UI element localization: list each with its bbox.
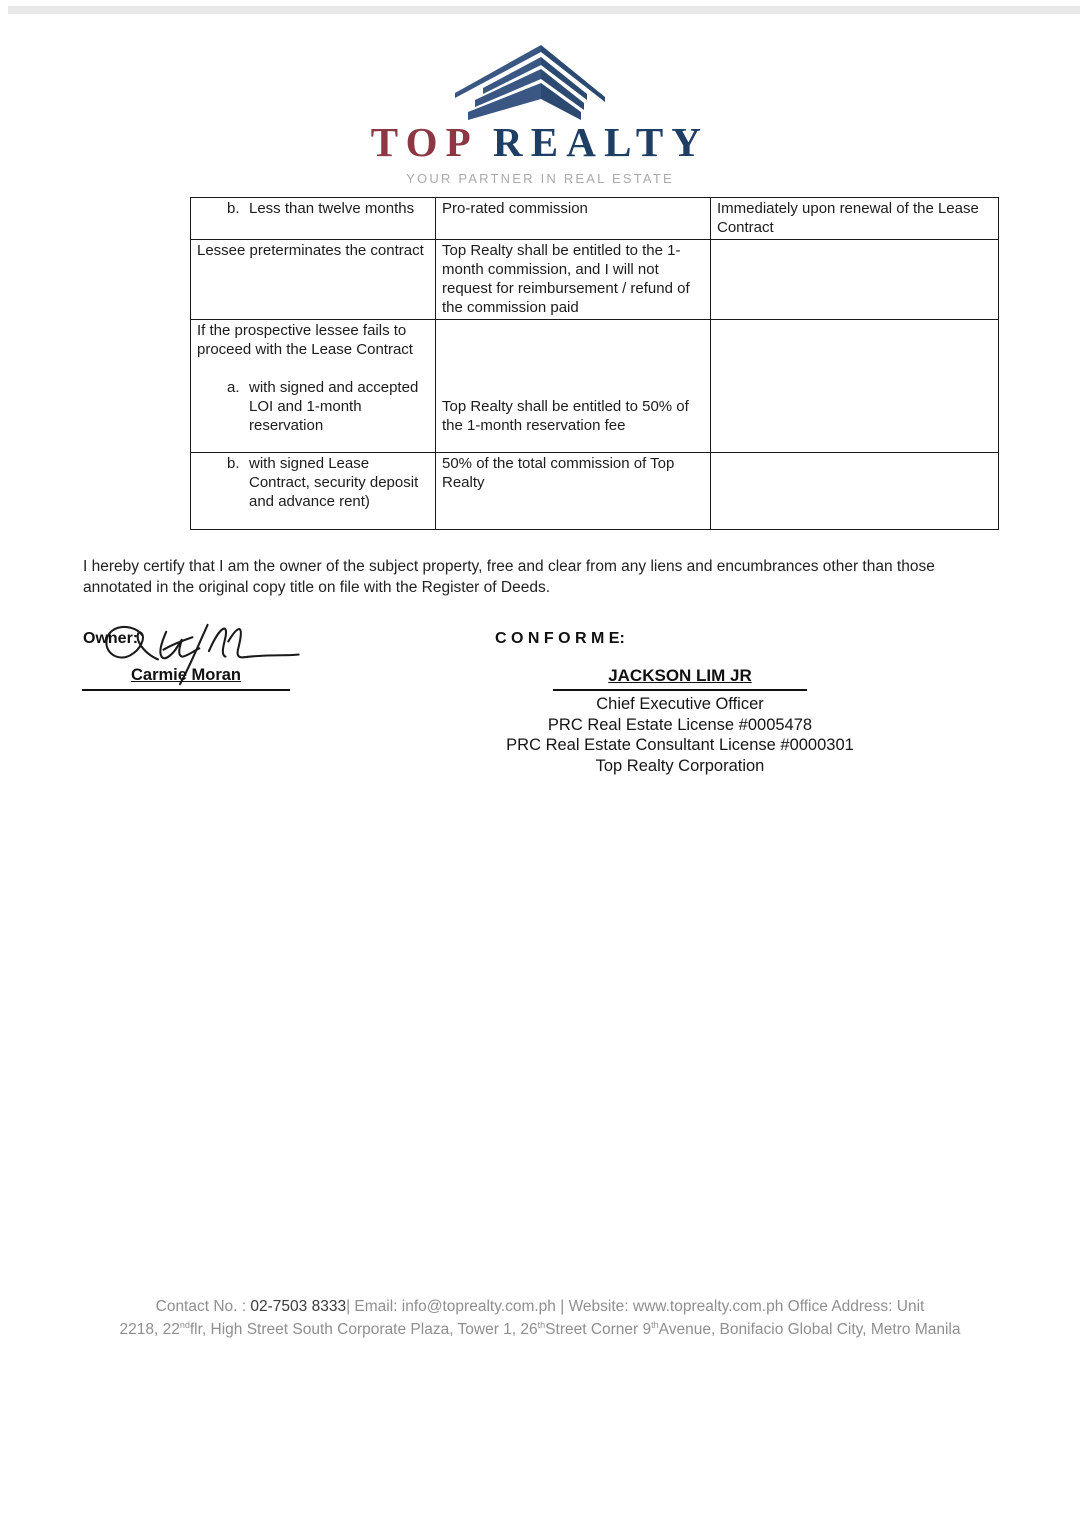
conforme-heading: C O N F O R M E: (495, 630, 625, 647)
cell-commission (436, 198, 711, 240)
conforme-license-2: PRC Real Estate Consultant License #0000301 (506, 736, 854, 754)
cell-commission (436, 240, 711, 320)
cell-text: Immediately upon renewal of the Lease Contract (717, 200, 979, 236)
cell-text: Less than twelve months (249, 200, 415, 217)
conforme-company: Top Realty Corporation (595, 756, 765, 775)
table-row (191, 453, 999, 530)
logo-word-realty: REALTY (492, 119, 710, 165)
cell-schedule (711, 198, 999, 240)
cell-text: Pro-rated commission (442, 200, 588, 217)
cell-commission (436, 453, 711, 530)
table-row (191, 240, 999, 320)
conforme-name: JACKSON LIM JR (608, 666, 752, 685)
cell-schedule (711, 240, 999, 320)
cell-condition (191, 198, 436, 240)
conforme-signature-line (553, 666, 807, 691)
address-part: flr, High Street South Corporate Plaza, Tower 1, 26 (189, 1320, 538, 1338)
cell-schedule (711, 320, 999, 453)
cell-text: with signed Lease Contract, security deposit and advance rent) (249, 455, 419, 510)
page-top-edge (8, 6, 1080, 14)
list-marker: b. (227, 200, 240, 217)
address-part: Avenue, Bonifacio Global City, Metro Manila (658, 1320, 961, 1338)
contact-email-website: | Email: info@toprealty.com.ph | Website: www.toprealty.com.ph Office Address: Unit (346, 1298, 925, 1315)
footer-line-2 (50, 1319, 1030, 1342)
cell-text: 50% of the total commission of Top Realty (442, 455, 675, 491)
owner-name: Carmie Moran (130, 666, 242, 684)
ordinal-suffix: th (651, 1319, 659, 1330)
list-marker: b. (227, 455, 240, 472)
table-row (191, 320, 999, 453)
contact-label: Contact No. : (155, 1298, 251, 1315)
cell-commission (436, 320, 711, 453)
cell-text: Lessee preterminates the contract (197, 242, 424, 259)
conforme-title: Chief Executive Officer (596, 695, 764, 713)
cell-text: Top Realty shall be entitled to the 1-month commission, and I will not request for reimbursement / refund of the commission paid (442, 242, 690, 316)
cell-text: If the prospective lessee fails to proceed with the Lease Contract (197, 322, 413, 358)
cell-schedule (711, 453, 999, 530)
cell-condition (191, 320, 436, 453)
address-part: 2218, 22 (119, 1320, 180, 1338)
cell-condition (191, 453, 436, 530)
owner-label: Owner: (83, 630, 139, 647)
conforme-details (460, 694, 900, 776)
logo-wordmark (0, 118, 1080, 166)
top-realty-roof-logo-icon (455, 42, 625, 122)
address-part: Street Corner 9 (545, 1320, 652, 1338)
certification-paragraph: I hereby certify that I am the owner of the subject property, free and clear from any liens and encumbrances other than those annotated in the original copy title on file with the Register of Deeds. (83, 558, 935, 596)
commission-terms-table (190, 197, 999, 530)
ordinal-suffix: nd (179, 1319, 190, 1330)
cell-condition (191, 240, 436, 320)
logo-tagline: YOUR PARTNER IN REAL ESTATE (406, 171, 674, 186)
cell-text: Top Realty shall be entitled to 50% of the 1-month reservation fee (442, 398, 689, 434)
ordinal-suffix: th (537, 1319, 546, 1330)
conforme-license-1: PRC Real Estate License #0005478 (547, 715, 813, 734)
list-marker: a. (227, 379, 240, 396)
footer-line-1 (50, 1296, 1030, 1319)
table-row (191, 198, 999, 240)
contact-phone: 02-7503 8333 (250, 1298, 347, 1315)
cell-text: with signed and accepted LOI and 1-month reservation (249, 379, 419, 434)
footer-contact-info (50, 1296, 1030, 1341)
owner-signature-line (82, 666, 290, 691)
logo-word-top: TOP (370, 119, 479, 165)
